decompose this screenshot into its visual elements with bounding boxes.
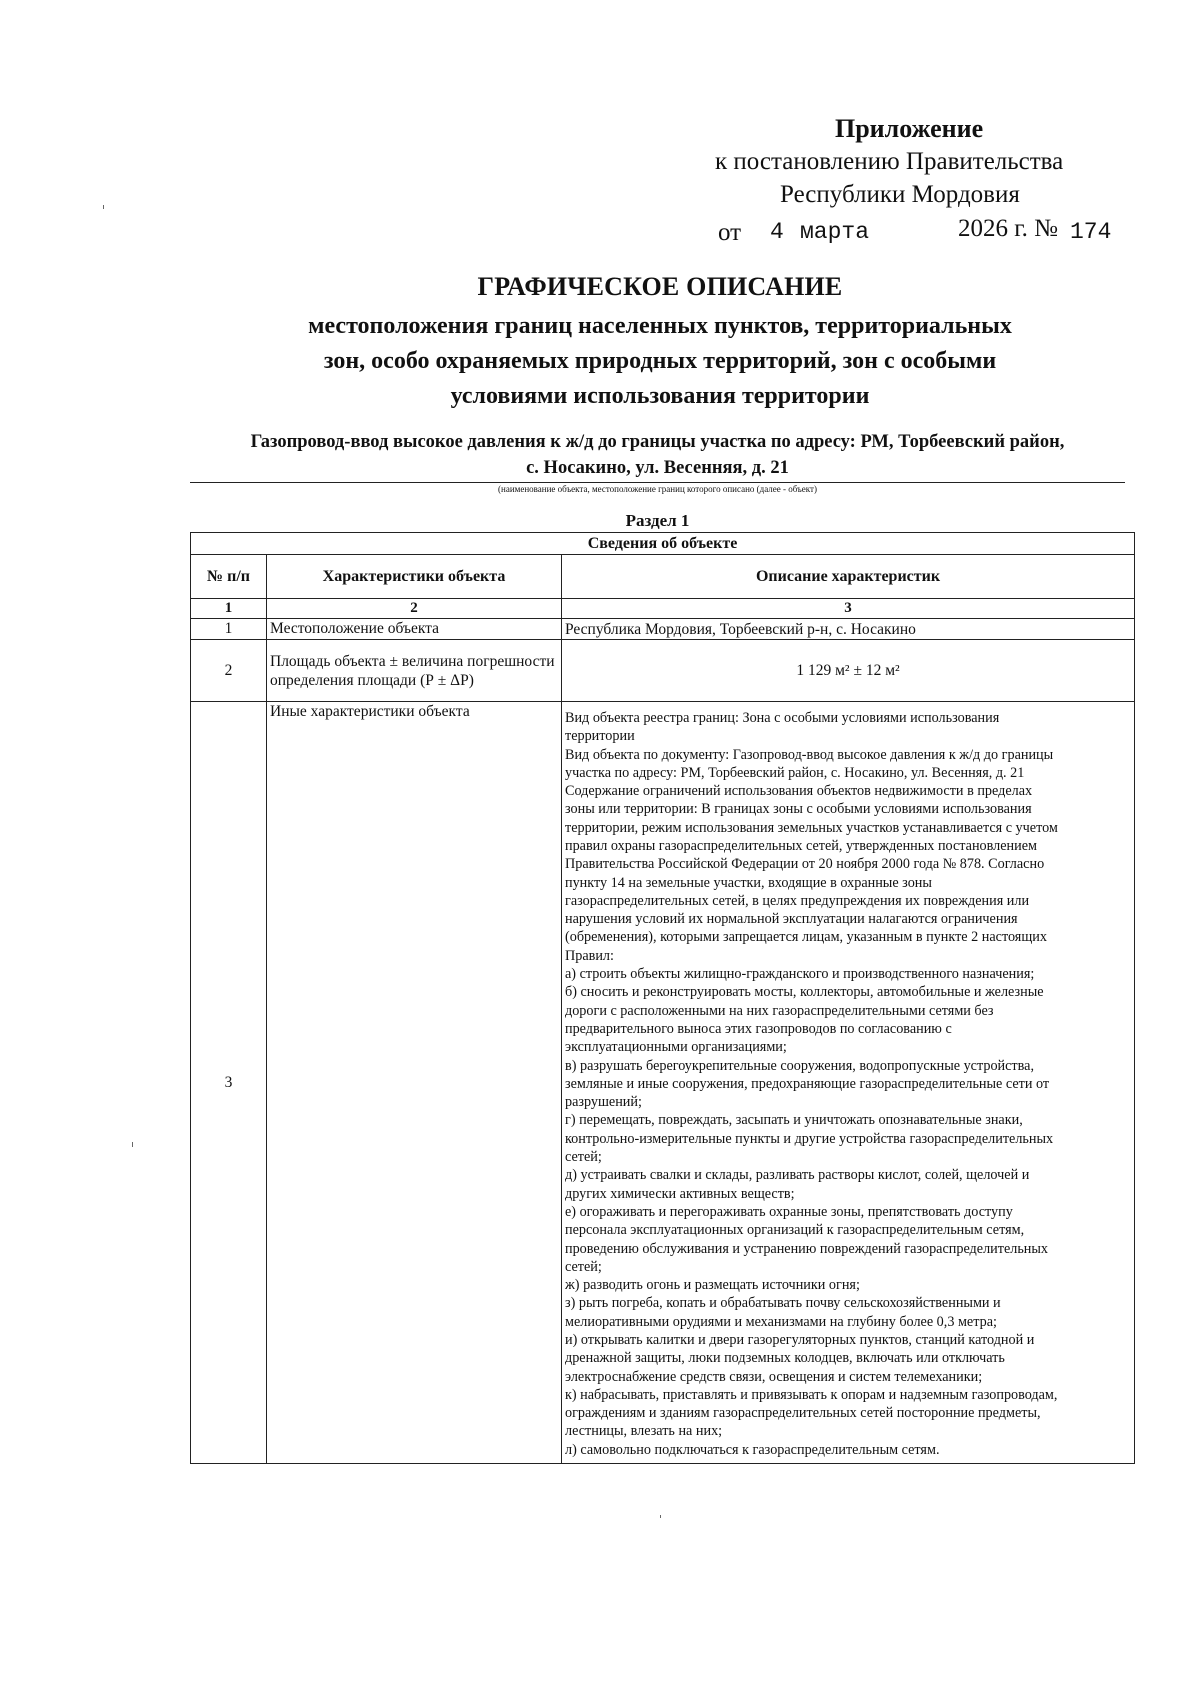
column-header-description: Описание характеристик [562,555,1135,599]
description-line: г) перемещать, повреждать, засыпать и уничтожать опознавательные знаки, [565,1112,1023,1129]
description-line: земляные и иные сооружения, предохраняющие газораспределительные сети от [565,1075,1050,1092]
column-number: 1 [191,599,267,619]
table-row [191,640,1135,702]
description-line: нарушения условий их нормальной эксплуатации налагаются ограничения [565,911,1018,928]
decree-number: 174 [1070,219,1112,245]
row-characteristic: Иные характеристики объекта [267,702,562,1464]
description-line: Правительства Российской Федерации от 20 ноября 2000 года № 878. Согласно [565,856,1045,873]
scan-speck [132,1142,133,1147]
row-characteristic: Местоположение объекта [267,619,562,640]
description-line: б) сносить и реконструировать мосты, коллекторы, автомобильные и железные [565,984,1044,1001]
appendix-block [700,114,1120,246]
scan-speck [660,1515,661,1518]
row-number: 3 [191,702,267,1464]
description-line: сетей; [565,1258,602,1275]
object-name-block [190,432,1125,503]
scan-speck [103,205,104,209]
description-line: Вид объекта реестра границ: Зона с особыми условиями использования [565,709,1000,726]
description-line: Содержание ограничений использования объектов недвижимости в пределах [565,783,1033,800]
description-line: предварительного выноса этих газопроводов по согласованию с [565,1020,952,1037]
object-name-line: Газопровод-ввод высокое давления к ж/д до границы участка по адресу: РМ, Торбеевский район, [250,432,1065,452]
object-name-line: с. Носакино, ул. Весенняя, д. 21 [526,458,789,478]
description-line: мелиоративными орудиями и механизмами на глубину более 0,3 метра; [565,1313,997,1330]
description-line: проведению обслуживания и устранению повреждений газораспределительных [565,1240,1049,1257]
row-characteristic: Площадь объекта ± величина погрешности определения площади (Р ± ΔР) [267,640,562,702]
description-line: газораспределительных сетей, в целях предупреждения их повреждения или [565,892,1030,909]
description-line: Правил: [565,947,614,964]
object-name-caption: (наименование объекта, местоположение границ которого описано (далее - объект) [498,484,817,494]
description-line: а) строить объекты жилищно-гражданского и производственного назначения; [565,966,1035,983]
column-number: 3 [562,599,1135,619]
description-line: разрушений; [565,1094,642,1111]
description-line: (обременения), которыми запрещается лицам, указанным в пункте 2 настоящих [565,929,1047,946]
document-subtitle: местоположения границ населенных пунктов, территориальных зон, особо охраняемых природных территорий, зон с особыми условиями использования территории [308,313,1012,409]
row-number: 1 [191,619,267,640]
document-title: ГРАФИЧЕСКОЕ ОПИСАНИЕ [477,272,843,301]
description-line: е) огораживать и перегораживать охранные зоны, препятствовать доступу [565,1203,1013,1220]
description-line: в) разрушать берегоукрепительные сооружения, водопропускные устройства, [565,1057,1034,1074]
table-title: Сведения об объекте [191,533,1135,555]
description-line: з) рыть погреба, копать и обрабатывать почву сельскохозяйственными и [565,1295,1001,1312]
description-line: участка по адресу: РМ, Торбеевский район, с. Носакино, ул. Весенняя, д. 21 [565,764,1025,781]
column-number: 2 [267,599,562,619]
description-line: зоны или территории: В границах зоны с особыми условиями использования [565,801,1032,818]
appendix-date [718,215,1118,249]
column-header-no: № п/п [191,555,267,599]
date-day: 4 [770,219,784,245]
description-line: и) открывать калитки и двери газорегуляторных пунктов, станций катодной и [565,1332,1035,1348]
description-line: контрольно-измерительные пункты и другие устройства газораспределительных [565,1130,1054,1147]
description-line: к) набрасывать, приставлять и привязывать к опорам и надземным газопроводам, [565,1386,1058,1403]
description-line: д) устраивать свалки и склады, разливать растворы кислот, солей, щелочей и [565,1167,1030,1184]
description-line: сетей; [565,1149,602,1166]
date-month: марта [800,219,870,245]
description-line: л) самовольно подключаться к газораспределительным сетям. [565,1441,940,1458]
description-line: эксплуатационными организациями; [565,1039,787,1056]
description-line: Вид объекта по документу: Газопровод-ввод высокое давления к ж/д до границы [565,746,1054,763]
date-prefix: от [718,219,742,246]
document-title-block [190,272,1130,414]
description-line: персонала эксплуатационных организаций к газораспределительным сетям, [565,1222,1025,1239]
description-line: ж) разводить огонь и размещать источники огня; [565,1277,860,1294]
description-line: территории [565,728,635,745]
description-line: территории, режим использования земельных участков устанавливается с учетом [565,819,1058,836]
row-description: Республика Мордовия, Торбеевский р-н, с. Носакино [562,619,1135,640]
description-line: дренажной защиты, люки подземных колодцев, включать или отключать [565,1350,1005,1367]
description-line: других химически активных веществ; [565,1185,795,1202]
description-line: дороги с расположенными на них газораспределительными сетями без [565,1002,994,1019]
object-info-table [190,532,1135,1464]
row-description: 1 129 м² ± 12 м² [562,640,1135,702]
appendix-line: к постановлению Правительства [715,148,1064,175]
description-line: ограждениям и зданиям газораспределительных сетей посторонние предметы, [565,1405,1041,1422]
description-line: правил охраны газораспределительных сетей, утвержденных постановлением [565,837,1037,854]
column-header-characteristics: Характеристики объекта [267,555,562,599]
date-year: 2026 г. № [958,215,1059,242]
appendix-line: Республики Мордовия [780,181,1020,208]
description-line: электроснабжение средств связи, освещения и систем телемеханики; [565,1368,983,1385]
row-description [562,702,1135,1464]
description-line: пункту 14 на земельные участки, входящие в охранные зоны [565,874,932,891]
section-label: Раздел 1 [625,511,690,530]
row-number: 2 [191,640,267,702]
description-line: лестницы, влезать на них; [565,1423,723,1440]
table-row [191,619,1135,640]
table-row [191,702,1135,1464]
appendix-title: Приложение [835,114,984,143]
